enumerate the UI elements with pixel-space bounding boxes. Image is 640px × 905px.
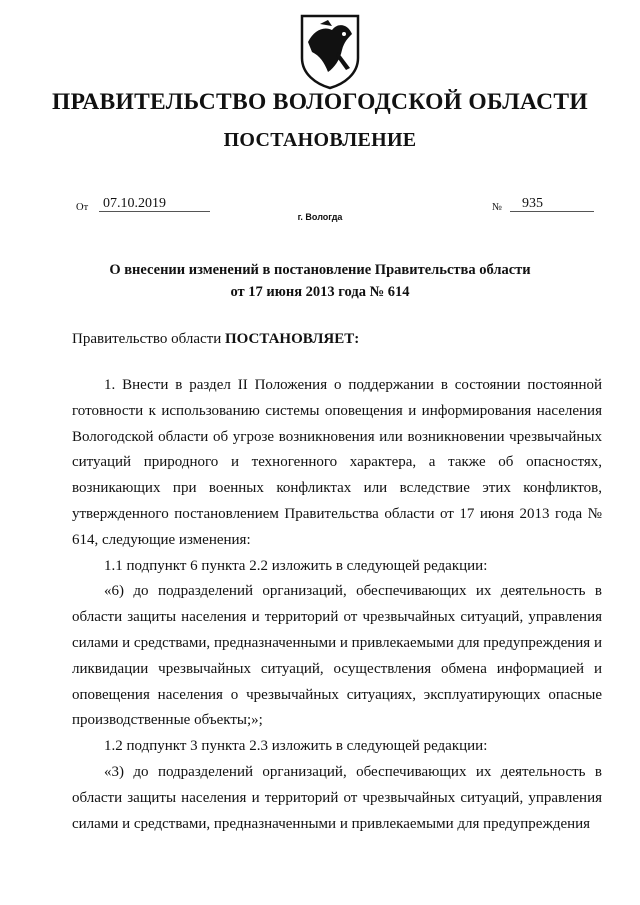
city-label: г. Вологда <box>297 212 343 222</box>
document-type: ПОСТАНОВЛЕНИЕ <box>223 129 417 151</box>
subject-line-2: от 17 июня 2013 года № 614 <box>230 284 410 300</box>
document-number: 935 <box>510 196 594 212</box>
document-body <box>72 373 602 837</box>
paragraph-1: 1. Внести в раздел II Положения о поддержании в состоянии постоянной готовности к использованию системы оповещения и информирования населения Вологодской области об угрозе возникновения или возникновении чрезвычайных ситуаций природного и техногенного характера, а также об опасностях, возникающих при военных конфликтах или вследствие этих конфликтов, утвержденного постановлением Правительства области от 17 июня 2013 года № 614, следующие изменения: <box>72 377 602 548</box>
paragraph-1-1: 1.1 подпункт 6 пункта 2.2 изложить в следующей редакции: <box>104 557 488 574</box>
number-prefix: № <box>492 202 503 213</box>
government-title: ПРАВИТЕЛЬСТВО ВОЛОГОДСКОЙ ОБЛАСТИ <box>52 89 588 115</box>
document-subject <box>0 259 640 303</box>
document-date: 07.10.2019 <box>99 196 210 212</box>
resolution-intro-text: Правительство области <box>72 331 225 347</box>
paragraph-1-2-text: «3) до подразделений организаций, обеспечивающих их деятельность в области защиты населения и территорий от чрезвычайных ситуаций, управления силами и средствами, предназначенными и привлекаемыми для предупреждения <box>72 763 602 832</box>
date-prefix: От <box>76 202 89 213</box>
coat-of-arms-emblem <box>298 12 362 90</box>
resolution-keyword: ПОСТАНОВЛЯЕТ: <box>224 331 360 347</box>
paragraph-1-2: 1.2 подпункт 3 пункта 2.3 изложить в следующей редакции: <box>104 738 488 755</box>
paragraph-1-1-text: «6) до подразделений организаций, обеспечивающих их деятельность в области защиты населения и территорий от чрезвычайных ситуаций, управления силами и средствами, предназначенными и привлекаемыми для предупреждения и ликвидации чрезвычайных ситуаций, осуществления обмена информацией и оповещения населения о чрезвычайных ситуациях, эксплуатирующих опасные производственные объекты;»; <box>72 583 602 729</box>
subject-line-1: О внесении изменений в постановление Правительства области <box>109 262 531 278</box>
resolution-intro <box>72 331 359 348</box>
